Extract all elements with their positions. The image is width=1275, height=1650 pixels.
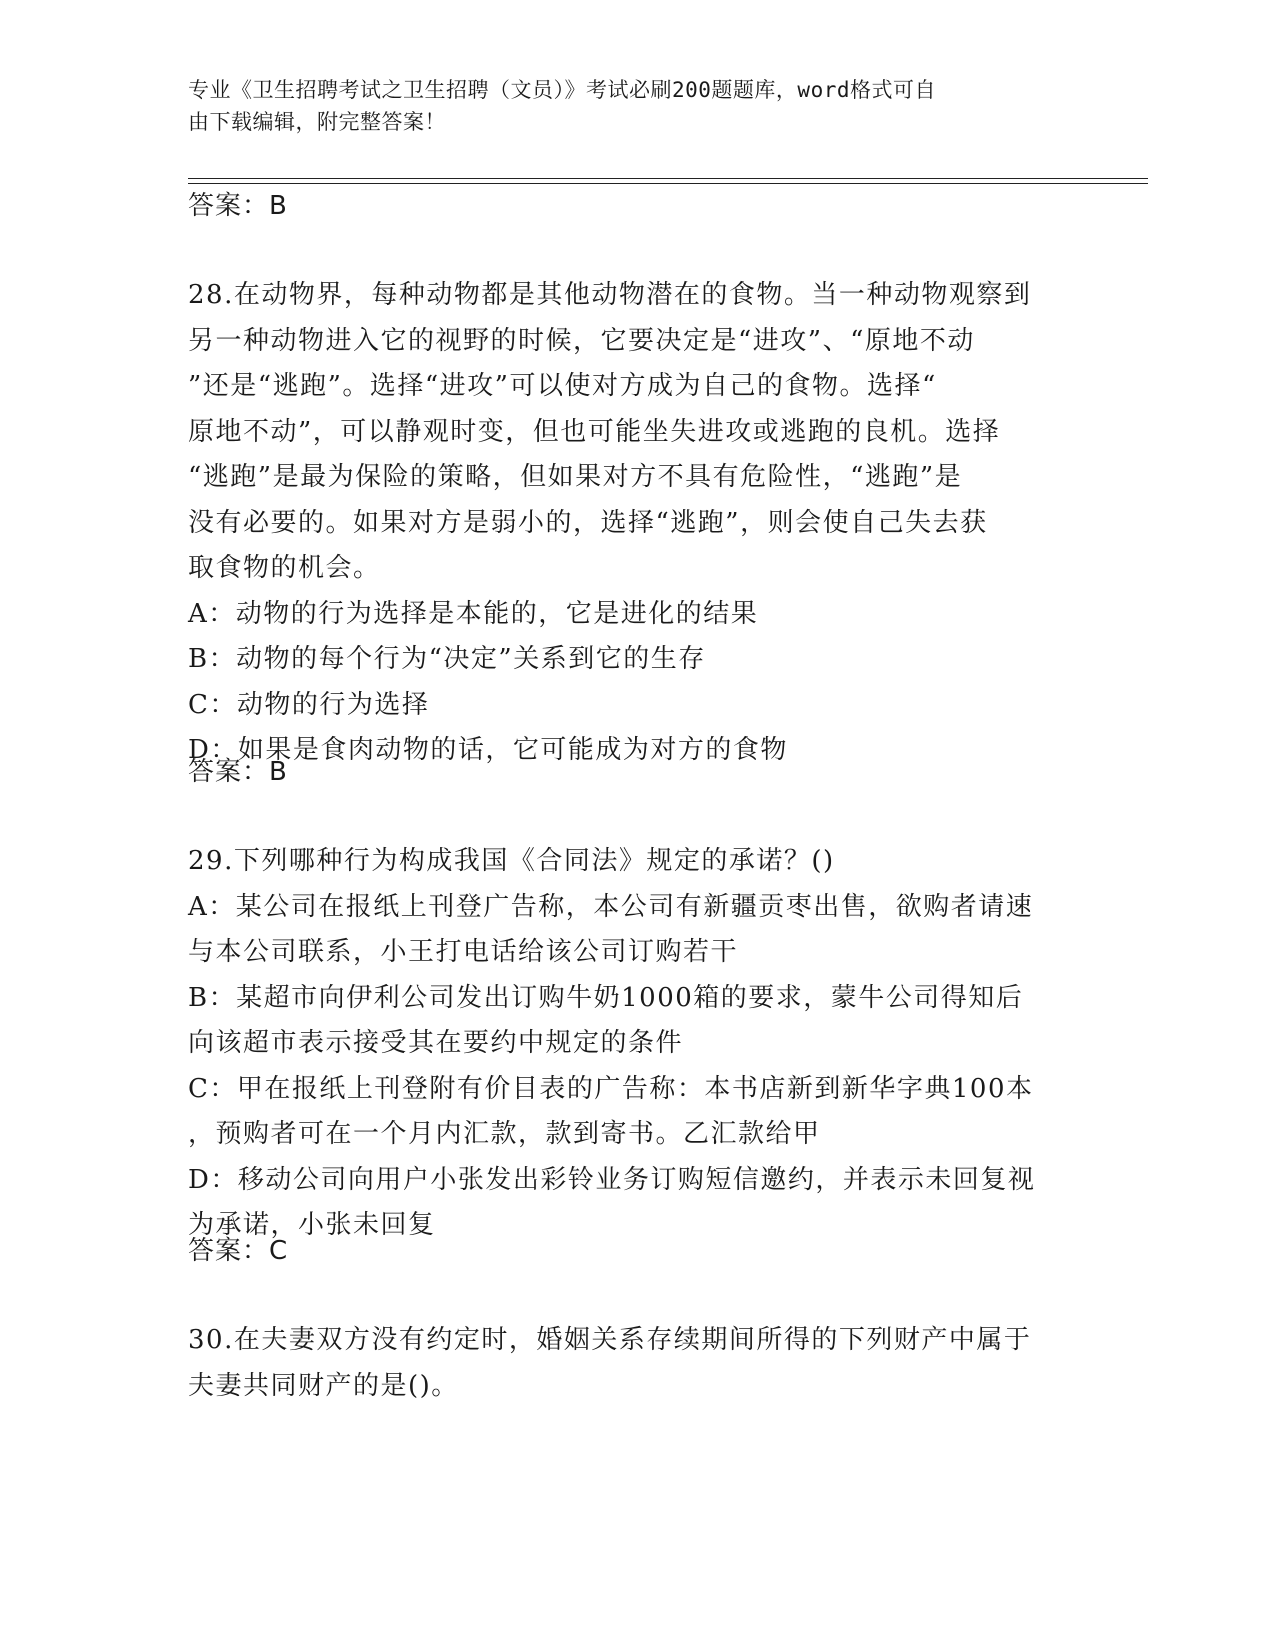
header-line-2: 由下载编辑，附完整答案！	[188, 110, 446, 134]
question-28-line-1: 28.在动物界，每种动物都是其他动物潜在的食物。当一种动物观察到	[188, 280, 1032, 310]
question-29-option-b-line-2: 向该超市表示接受其在要约中规定的条件	[188, 1028, 684, 1058]
header-line-1: 专业《卫生招聘考试之卫生招聘（文员）》考试必刷200题题库，word格式可自	[188, 78, 936, 102]
question-29-line-1: 29.下列哪种行为构成我国《合同法》规定的承诺？()	[188, 846, 835, 876]
question-30	[188, 1318, 1068, 1409]
question-29	[188, 839, 1068, 1249]
header-rule-bottom	[188, 183, 1148, 184]
answer-prev: 答案：B	[188, 191, 288, 221]
question-30-line-2: 夫妻共同财产的是()。	[188, 1370, 459, 1401]
question-28-line-3: ”还是“逃跑”。选择“进攻”可以使对方成为自己的食物。选择“	[188, 371, 937, 401]
question-28-option-d: D：如果是食肉动物的话，它可能成为对方的食物	[188, 735, 788, 765]
question-28	[188, 273, 1068, 774]
question-28-line-5: “逃跑”是最为保险的策略，但如果对方不具有危险性，“逃跑”是	[188, 462, 963, 492]
question-29-option-b-line-1: B：某超市向伊利公司发出订购牛奶1000箱的要求，蒙牛公司得知后	[188, 982, 1024, 1013]
question-29-option-c-line-2: ，预购者可在一个月内汇款，款到寄书。乙汇款给甲	[188, 1119, 821, 1149]
question-28-line-2: 另一种动物进入它的视野的时候，它要决定是“进攻”、“原地不动	[188, 325, 975, 356]
question-29-answer: 答案：C	[188, 1236, 289, 1266]
question-29-option-d-line-1: D：移动公司向用户小张发出彩铃业务订购短信邀约，并表示未回复视	[188, 1164, 1036, 1195]
question-28-line-7: 取食物的机会。	[188, 553, 381, 583]
question-28-option-b: B：动物的每个行为“决定”关系到它的生存	[188, 644, 706, 674]
question-29-option-a-line-1: A：某公司在报纸上刊登广告称，本公司有新疆贡枣出售，欲购者请速	[188, 891, 1034, 922]
question-30-line-1: 30.在夫妻双方没有约定时，婚姻关系存续期间所得的下列财产中属于	[188, 1325, 1032, 1355]
question-28-line-6: 没有必要的。如果对方是弱小的，选择“逃跑”，则会使自己失去获	[188, 507, 988, 538]
question-29-option-a-line-2: 与本公司联系，小王打电话给该公司订购若干	[188, 937, 739, 967]
header-rule-top	[188, 178, 1148, 179]
question-29-option-d-line-2: 为承诺，小张未回复	[188, 1210, 436, 1240]
question-29-option-c-line-1: C：甲在报纸上刊登附有价目表的广告称：本书店新到新华字典100本	[188, 1073, 1034, 1104]
question-28-option-a: A：动物的行为选择是本能的，它是进化的结果	[188, 598, 759, 629]
question-28-option-c: C：动物的行为选择	[188, 689, 430, 720]
document-header	[188, 74, 1068, 138]
question-28-line-4: 原地不动”，可以静观时变，但也可能坐失进攻或逃跑的良机。选择	[188, 416, 1001, 447]
question-28-answer: 答案：B	[188, 757, 288, 787]
